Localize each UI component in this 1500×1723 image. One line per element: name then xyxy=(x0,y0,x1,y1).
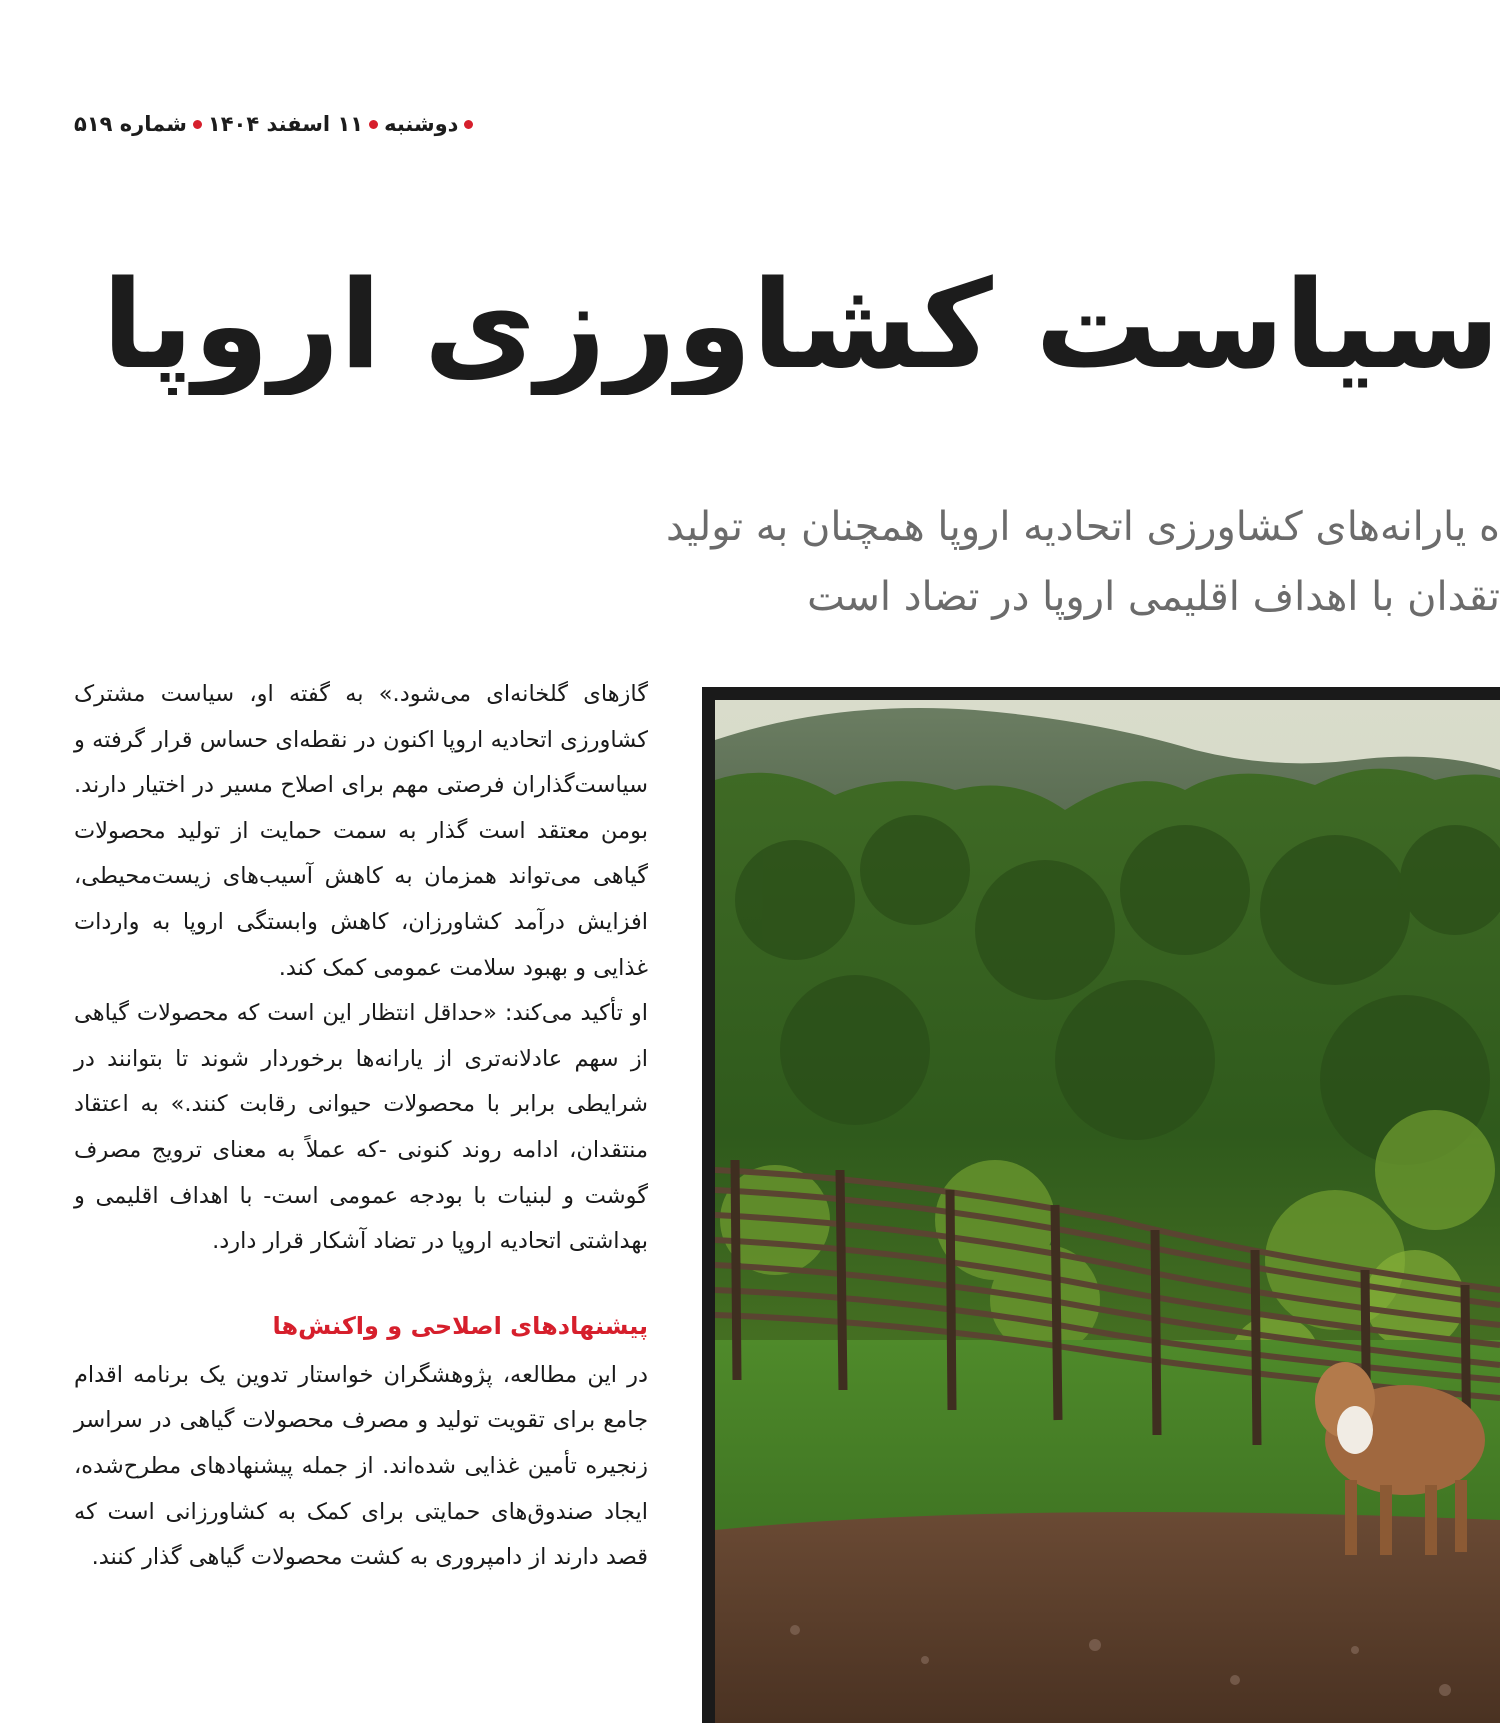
bullet-dot xyxy=(193,120,202,129)
article-body-column xyxy=(74,672,648,1581)
issue-number: شماره ۵۱۹ xyxy=(74,112,187,136)
section-heading: پیشنهادهای اصلاحی و واکنش‌ها xyxy=(272,1311,648,1340)
issue-day: دوشنبه xyxy=(384,112,459,136)
issue-date: ۱۱ اسفند ۱۴۰۴ xyxy=(207,112,364,136)
body-paragraph: او تأکید می‌کند: «حداقل انتظار این است که محصولات گیاهی از سهم عادلانه‌تری از یارانه‌ها برخوردار شوند تا بتوانند در شرایطی برابر با محصولات حیوانی رقابت کنند.» به اعتقاد منتقدان، ادامه روند کنونی -که عملاً به معنای ترویج مصرف گوشت و لبنیات با بودجه عمومی است- با اهداف اقلیمی و بهداشتی اتحادیه اروپا در تضاد آشکار قرار دارد. xyxy=(74,1000,648,1255)
issue-info xyxy=(74,112,473,136)
body-paragraph: در این مطالعه، پژوهشگران خواستار تدوین یک برنامه اقدام جامع برای تقویت تولید و مصرف محصولات گیاهی در سراسر زنجیره تأمین غذایی شده‌اند. از جمله پیشنهادهای مطرح‌شده، ایجاد صندوق‌های حمایتی برای کمک به کشاورزانی است که قصد دارند از دامپروری به کشت محصولات گیاهی گذار کنند. xyxy=(74,1361,648,1571)
subtitle-line: ه یارانه‌های کشاورزی اتحادیه اروپا همچنان به تولید xyxy=(665,504,1500,550)
bullet-dot xyxy=(464,120,473,129)
article-subtitle xyxy=(560,492,1500,632)
article-title: سیاست کشاورزی اروپا xyxy=(101,255,1500,396)
bullet-dot xyxy=(369,120,378,129)
article-photo xyxy=(715,700,1500,1723)
body-paragraph: گازهای گلخانه‌ای می‌شود.» به گفته او، سیاست مشترک کشاورزی اتحادیه اروپا اکنون در نقطه‌ای حساس قرار گرفته و سیاست‌گذاران فرصتی مهم برای اصلاح مسیر در اختیار دارند. بومن معتقد است گذار به سمت حمایت از تولید محصولات گیاهی می‌تواند همزمان به کاهش آسیب‌های زیست‌محیطی، افزایش درآمد کشاورزان، کاهش وابستگی اروپا به واردات غذایی و بهبود سلامت عمومی کمک کند. xyxy=(74,681,648,981)
subtitle-line: تقدان با اهداف اقلیمی اروپا در تضاد است xyxy=(807,574,1500,620)
article-photo-frame xyxy=(702,687,1500,1723)
